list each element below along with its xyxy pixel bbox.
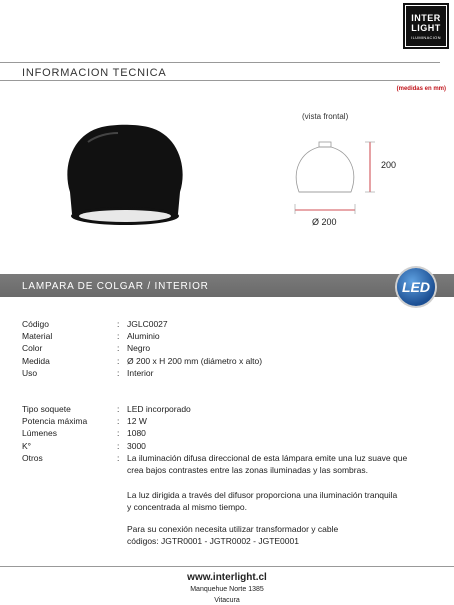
spec-row: Potencia máxima : 12 W bbox=[22, 415, 427, 427]
description-paragraph-2: La luz dirigida a través del difusor proporciona una iluminación tranquila y concentrada al mismo tiempo. bbox=[127, 490, 398, 512]
spec-value: Negro bbox=[127, 343, 151, 354]
spec-row: Tipo soquete : LED incorporado bbox=[22, 403, 427, 415]
spec-value: Aluminio bbox=[127, 331, 160, 342]
spec-row: Código : JGLC0027 bbox=[22, 318, 427, 330]
units-note: (medidas en mm) bbox=[396, 86, 446, 92]
spec-row: Material : Aluminio bbox=[22, 330, 427, 342]
section-divider bbox=[0, 80, 440, 81]
logo-line-1: INTER bbox=[411, 12, 441, 23]
footer-website-link[interactable]: www.interlight.cl bbox=[187, 572, 267, 583]
spec-value: 12 W bbox=[127, 416, 147, 427]
spec-key: Potencia máxima bbox=[22, 416, 88, 427]
spec-key: Código bbox=[22, 319, 49, 329]
led-badge-icon: LED bbox=[397, 268, 435, 306]
spec-row: K° : 3000 bbox=[22, 440, 427, 452]
diameter-dimension: Ø 200 bbox=[312, 217, 337, 227]
top-divider bbox=[0, 62, 440, 63]
spec-key: Otros bbox=[22, 452, 43, 463]
spec-key: Uso bbox=[22, 367, 38, 378]
logo-line-2: LIGHT bbox=[411, 22, 441, 33]
spec-key: Lúmenes bbox=[22, 428, 57, 439]
section-title: INFORMACION TECNICA bbox=[22, 67, 167, 79]
footer-city: Vitacura bbox=[214, 597, 240, 604]
product-image bbox=[60, 122, 190, 232]
spec-key: Medida bbox=[22, 355, 50, 366]
spec-row: Otros : La iluminación difusa direccional de esta lámpara emite una luz suave que bbox=[22, 452, 427, 464]
specs-technical bbox=[22, 403, 427, 476]
front-view-label: (vista frontal) bbox=[302, 112, 349, 121]
footer-divider bbox=[0, 566, 454, 567]
spec-value: La iluminación difusa direccional de esta lámpara emite una luz suave que bbox=[127, 452, 408, 463]
technical-drawing bbox=[285, 128, 395, 223]
spec-key: Color bbox=[22, 343, 43, 354]
description-paragraph-3: Para su conexión necesita utilizar transformador y cable códigos: JGTR0001 - JGTR0002 - JGTE0001 bbox=[127, 524, 339, 546]
logo-frame bbox=[405, 5, 447, 47]
spec-value-continued: crea bajos contrastes entre las zonas iluminadas y las sombras. bbox=[127, 465, 368, 476]
spec-value: JGLC0027 bbox=[127, 319, 168, 329]
spec-key: Tipo soquete bbox=[22, 404, 71, 414]
spec-row: Uso : Interior bbox=[22, 367, 427, 379]
footer-address: Manquehue Norte 1385 bbox=[190, 586, 264, 593]
spec-value: LED incorporado bbox=[127, 404, 191, 414]
spec-row: Lúmenes : 1080 bbox=[22, 427, 427, 439]
logo-line-3: ILUMINACION bbox=[411, 34, 441, 40]
brand-logo bbox=[403, 3, 449, 49]
category-title: LAMPARA DE COLGAR / INTERIOR bbox=[22, 281, 209, 292]
spec-value: Interior bbox=[127, 367, 154, 378]
spec-row: Medida : Ø 200 x H 200 mm (diámetro x alto) bbox=[22, 355, 427, 367]
spec-key: K° bbox=[22, 440, 32, 451]
spec-row: Color : Negro bbox=[22, 342, 427, 354]
specs-general bbox=[22, 318, 427, 379]
spec-value: 3000 bbox=[127, 440, 146, 451]
spec-value: 1080 bbox=[127, 428, 146, 439]
spec-value: Ø 200 x H 200 mm (diámetro x alto) bbox=[127, 355, 263, 366]
spec-row bbox=[22, 464, 427, 476]
spec-key: Material bbox=[22, 331, 53, 342]
height-dimension: 200 bbox=[381, 160, 397, 170]
